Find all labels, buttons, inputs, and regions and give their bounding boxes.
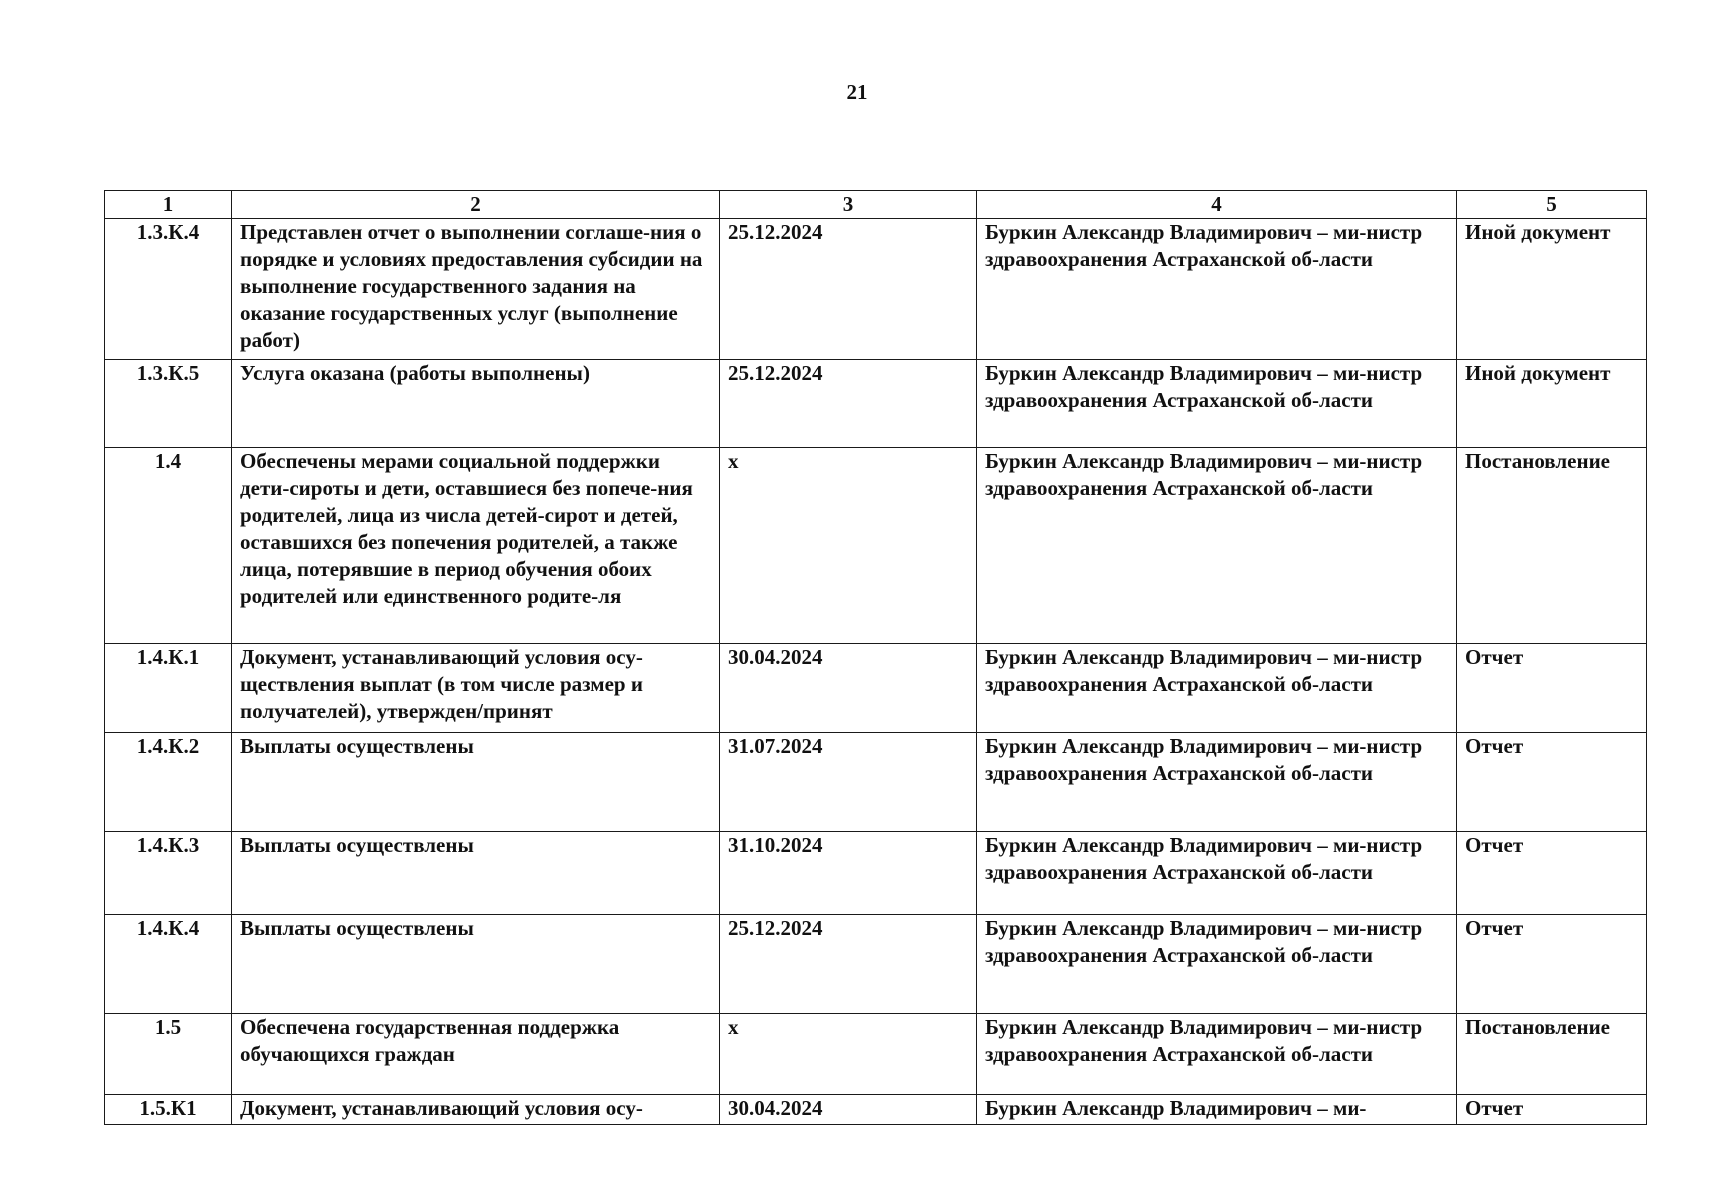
- row-document-type: Отчет: [1457, 915, 1647, 1014]
- row-document-type: Иной документ: [1457, 219, 1647, 360]
- row-date: 30.04.2024: [720, 1095, 977, 1125]
- row-description: Обеспечены мерами социальной поддержки дети-сироты и дети, оставшиеся без попече-ния родителей, лица из числа детей-сирот и детей, оставшихся без попечения родителей, а также лица, потерявшие в период обучения обоих родителей или единственного родите-ля: [232, 448, 720, 644]
- row-date: x: [720, 1014, 977, 1095]
- table-row: [105, 733, 1647, 832]
- header-cell-2: 2: [232, 191, 720, 219]
- row-document-type: Иной документ: [1457, 360, 1647, 448]
- row-number: 1.3.К.5: [105, 360, 232, 448]
- row-date: 25.12.2024: [720, 219, 977, 360]
- table-header-row: [105, 191, 1647, 219]
- row-date: 25.12.2024: [720, 915, 977, 1014]
- row-number: 1.4.К.4: [105, 915, 232, 1014]
- row-date: 25.12.2024: [720, 360, 977, 448]
- row-responsible: Буркин Александр Владимирович – ми-нистр здравоохранения Астраханской об-ласти: [977, 448, 1457, 644]
- row-number: 1.3.К.4: [105, 219, 232, 360]
- row-description: Обеспечена государственная поддержка обучающихся граждан: [232, 1014, 720, 1095]
- row-document-type: Отчет: [1457, 1095, 1647, 1125]
- row-number: 1.4.К.1: [105, 644, 232, 733]
- table-row: [105, 219, 1647, 360]
- row-date: 31.07.2024: [720, 733, 977, 832]
- table-row: [105, 644, 1647, 733]
- table-row: [105, 1014, 1647, 1095]
- row-number: 1.5: [105, 1014, 232, 1095]
- row-responsible: Буркин Александр Владимирович – ми-: [977, 1095, 1457, 1125]
- table-row: [105, 360, 1647, 448]
- row-description: Выплаты осуществлены: [232, 733, 720, 832]
- row-number: 1.4: [105, 448, 232, 644]
- row-responsible: Буркин Александр Владимирович – ми-нистр здравоохранения Астраханской об-ласти: [977, 644, 1457, 733]
- row-description: Услуга оказана (работы выполнены): [232, 360, 720, 448]
- row-document-type: Отчет: [1457, 644, 1647, 733]
- table-row: [105, 915, 1647, 1014]
- events-table: [104, 190, 1647, 1125]
- table-row: [105, 832, 1647, 915]
- table-row: [105, 448, 1647, 644]
- row-description: Представлен отчет о выполнении соглаше-ния о порядке и условиях предоставления субсидии на выполнение государственного задания на оказание государственных услуг (выполнение работ): [232, 219, 720, 360]
- row-responsible: Буркин Александр Владимирович – ми-нистр здравоохранения Астраханской об-ласти: [977, 1014, 1457, 1095]
- table-row: [105, 1095, 1647, 1125]
- row-document-type: Постановление: [1457, 1014, 1647, 1095]
- row-document-type: Отчет: [1457, 832, 1647, 915]
- header-cell-3: 3: [720, 191, 977, 219]
- row-description: Документ, устанавливающий условия осу-: [232, 1095, 720, 1125]
- header-cell-4: 4: [977, 191, 1457, 219]
- row-responsible: Буркин Александр Владимирович – ми-нистр здравоохранения Астраханской об-ласти: [977, 733, 1457, 832]
- row-responsible: Буркин Александр Владимирович – ми-нистр здравоохранения Астраханской об-ласти: [977, 360, 1457, 448]
- header-cell-5: 5: [1457, 191, 1647, 219]
- row-number: 1.5.К1: [105, 1095, 232, 1125]
- header-cell-1: 1: [105, 191, 232, 219]
- row-date: 31.10.2024: [720, 832, 977, 915]
- row-responsible: Буркин Александр Владимирович – ми-нистр здравоохранения Астраханской об-ласти: [977, 219, 1457, 360]
- row-description: Выплаты осуществлены: [232, 832, 720, 915]
- row-responsible: Буркин Александр Владимирович – ми-нистр здравоохранения Астраханской об-ласти: [977, 915, 1457, 1014]
- row-description: Выплаты осуществлены: [232, 915, 720, 1014]
- row-document-type: Постановление: [1457, 448, 1647, 644]
- row-date: 30.04.2024: [720, 644, 977, 733]
- row-number: 1.4.К.3: [105, 832, 232, 915]
- row-document-type: Отчет: [1457, 733, 1647, 832]
- row-number: 1.4.К.2: [105, 733, 232, 832]
- row-responsible: Буркин Александр Владимирович – ми-нистр здравоохранения Астраханской об-ласти: [977, 832, 1457, 915]
- row-description: Документ, устанавливающий условия осу-ществления выплат (в том числе размер и получателей), утвержден/принят: [232, 644, 720, 733]
- page-number: 21: [846, 80, 868, 104]
- row-date: x: [720, 448, 977, 644]
